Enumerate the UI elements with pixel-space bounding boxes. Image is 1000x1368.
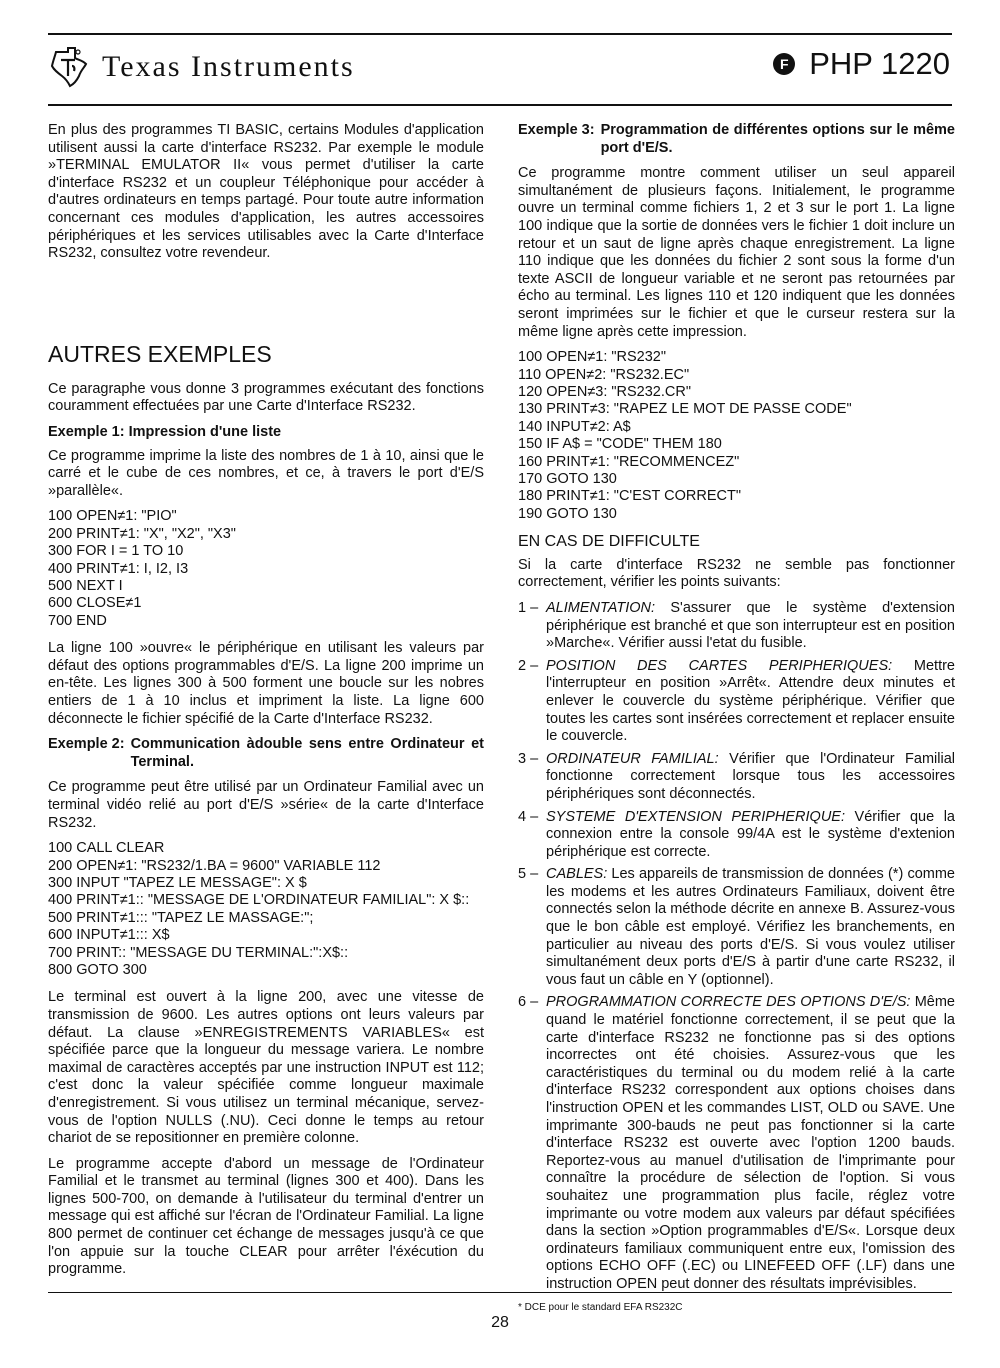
left-column xyxy=(48,122,484,1287)
item-label: CABLES: xyxy=(546,866,608,883)
example-2-heading: Communication àdouble sens entre Ordinateur et Terminal. xyxy=(130,736,484,770)
code-line: 130 PRINT≠3: "RAPEZ LE MOT DE PASSE CODE" xyxy=(518,401,852,418)
code-line: 300 FOR I = 1 TO 10 xyxy=(48,543,184,560)
list-item xyxy=(518,809,955,862)
document-code-header xyxy=(773,46,950,82)
troubleshooting-intro: Si la carte d'interface RS232 ne semble pas fonctionner correctement, vérifier les points suivants: xyxy=(518,556,955,591)
example-3-label: Exemple 3: xyxy=(518,122,595,138)
example-3-code xyxy=(518,349,955,523)
code-line: 110 OPEN≠2: "RS232.EC" xyxy=(518,366,690,383)
code-line: 180 PRINT≠1: "C'EST CORRECT" xyxy=(518,488,741,505)
example-2-code xyxy=(48,840,484,979)
code-line: 200 PRINT≠1: "X", "X2", "X3" xyxy=(48,525,236,542)
example-1-explanation: La ligne 100 »ouvre« le périphérique en utilisant les valeurs par défaut des options programmables d'E/S. La ligne 200 imprime un en-tête. Les lignes 300 à 500 forment une boucle sur les nobres entiers de 1 à 10 inclus et impriment la liste. La ligne 600 déconnecte le fichier spécifié de la Carte d'Interface RS232. xyxy=(48,640,484,727)
list-item xyxy=(518,600,955,653)
code-line: 160 PRINT≠1: "RECOMMENCEZ" xyxy=(518,453,740,470)
example-1-code xyxy=(48,508,484,630)
example-2-explanation-2: Le programme accepte d'abord un message de l'Ordinateur Familial et le transmet au terminal (lignes 300 et 400). Dans les lignes 500-700, on demande à l'utilisateur du terminal d'entrer un message qui est affiché sur l'écran de l'Ordinateur Familial. La ligne 800 permet de continuer cet échange de messages jusqu'à ce que l'on appuie sur la touche CLEAR pour arrêter l'éxécution du programme. xyxy=(48,1155,484,1278)
item-text: Mettre l'interrupteur en position »Arrêt«. Attendre deux minutes et enlever le couvercle du système périphérique. Vérifier que toutes les cartes sont insérées correctement et replacer ensuite le couvercle. xyxy=(546,657,955,745)
brand-header xyxy=(48,46,355,88)
example-3-title xyxy=(518,122,955,157)
code-line: 100 OPEN≠1: "PIO" xyxy=(48,508,177,525)
code-line: 700 PRINT:: "MESSAGE DU TERMINAL:":X$:: xyxy=(48,944,349,961)
footer-rule xyxy=(48,1292,952,1293)
document-code: PHP 1220 xyxy=(809,46,950,81)
list-item xyxy=(518,658,955,746)
code-line: 200 OPEN≠1: "RS232/1.BA = 9600" VARIABLE 112 xyxy=(48,857,381,874)
footnote: * DCE pour le standard EFA RS232C xyxy=(518,1301,683,1313)
example-2-title xyxy=(48,736,484,771)
item-number: 4 – xyxy=(518,808,539,825)
page-number: 28 xyxy=(491,1314,509,1331)
item-label: ORDINATEUR FAMILIAL: xyxy=(546,750,719,767)
example-2-explanation-1: Le terminal est ouvert à la ligne 200, avec une vitesse de transmission de 9600. Les autres options ont leurs valeurs par défaut. La clause »ENREGISTREMENTS VARIABLES« est spécifiée parce que la longueur du message variera. Le nombre maximal de caractères acceptés par une instruction INPUT est 112; c'est donc la valeur spécifiée comme longueur maximale d'enregistrement. Si vous utilisez un terminal mécanique, servez-vous de l'option NULLS (.NU). Ceci donne le temps au retour chariot de se repositionner en première colonne. xyxy=(48,989,484,1147)
item-label: ALIMENTATION: xyxy=(546,599,656,616)
code-line: 120 OPEN≠3: "RS232.CR" xyxy=(518,383,691,400)
code-line: 100 CALL CLEAR xyxy=(48,840,165,857)
item-number: 3 – xyxy=(518,750,539,767)
item-number: 2 – xyxy=(518,657,539,674)
item-label: SYSTEME D'EXTENSION PERIPHERIQUE: xyxy=(546,808,845,825)
code-line: 100 OPEN≠1: "RS232" xyxy=(518,349,667,366)
example-3-intro: Ce programme montre comment utiliser un seul appareil simultanément de plusieurs façons. Initialement, le programme ouvre un terminal comme fichiers 1, 2 et 3 sur le port 1. La ligne 100 indique que la sortie de données vers le fichier 1 doit inclure un retour et un saut de ligne après chaque enregistrement. La ligne 110 indique que les données du fichier 2 sont sous la forme d'un texte ASCII de longueur variable et ne seront pas retournées par écho au terminal. Les lignes 110 et 120 indiquent que les données seront imprimées sur le fichier et que le curseur restera sur la même ligne après cette impression. xyxy=(518,165,955,340)
item-label: PROGRAMMATION CORRECTE DES OPTIONS D'E/S: xyxy=(546,994,911,1011)
right-column xyxy=(518,122,955,1316)
code-line: 600 INPUT≠1::: X$ xyxy=(48,927,170,944)
item-text: S'assurer que le système d'extension périphérique est branché et que son interrupteur est en position »Marche«. Vérifier aussi l'etat du fusible. xyxy=(546,599,955,652)
example-2-label: Exemple 2: xyxy=(48,736,125,753)
item-number: 6 – xyxy=(518,994,539,1011)
item-number: 5 – xyxy=(518,866,539,883)
troubleshooting-list xyxy=(518,600,955,1294)
code-line: 150 IF A$ = "CODE" THEM 180 xyxy=(518,436,722,453)
code-line: 170 GOTO 130 xyxy=(518,470,617,487)
section-intro: Ce paragraphe vous donne 3 programmes exécutant des fonctions couramment effectuées par une Carte d'Interface RS232. xyxy=(48,380,484,415)
list-item xyxy=(518,751,955,804)
item-text: Vérifier que l'Ordinateur Familial fonctionne correctement lorsque tous les accessoires périphériques sont déconnectés. xyxy=(546,750,956,802)
example-2-intro: Ce programme peut être utilisé par un Ordinateur Familial avec un terminal vidéo relié au port d'E/S »série« de la carte d'Interface RS232. xyxy=(48,779,484,831)
code-line: 800 GOTO 300 xyxy=(48,961,147,978)
code-line: 300 INPUT "TAPEZ LE MESSAGE": X $ xyxy=(48,874,307,891)
example-1-title: Exemple 1: Impression d'une liste xyxy=(48,423,282,440)
example-1-intro: Ce programme imprime la liste des nombres de 1 à 10, ainsi que le carré et le cube de ces nombres, et ce, à travers le port d'E/S »parallèle«. xyxy=(48,447,484,499)
code-line: 500 NEXT I xyxy=(48,577,123,594)
section-title: AUTRES EXEMPLES xyxy=(48,340,272,367)
item-text: Les appareils de transmission de données (*) comme les modems et les autres Ordinateurs Familiaux, doivent être connectés selon la méthode décrite en annexe B. Assurez-vous que le bon câble est employé. Vérifiez les branchements, en particulier au niveau des ports d'E/S. Si vous voulez utiliser simultanément deux ports d'E/S à partir d'une carte RS232, il vous faut un câble en Y (optionnel). xyxy=(546,866,955,988)
example-3-heading: Programmation de différentes options sur le même port d'E/S. xyxy=(600,122,955,156)
code-line: 140 INPUT≠2: A$ xyxy=(518,418,631,435)
code-line: 600 CLOSE≠1 xyxy=(48,595,142,612)
troubleshooting-title: EN CAS DE DIFFICULTE xyxy=(518,533,700,551)
top-rule xyxy=(48,33,952,35)
brand-name: Texas Instruments xyxy=(102,50,355,83)
code-line: 400 PRINT≠1: I, I2, I3 xyxy=(48,560,189,577)
list-item xyxy=(518,866,955,989)
intro-paragraph: En plus des programmes TI BASIC, certains Modules d'application utilisent aussi la carte d'interface RS232. Par exemple le module »TERMINAL EMULATOR II« vous permet d'utiliser la carte d'interface RS232 et un coupleur Téléphonique pour accéder à d'autres ordinateurs en temps partagé. Pour toute autre information concernant ces modules d'application, les autres accessoires périphériques et les services utilisables avec la Carte d'Interface RS232, consultez votre revendeur. xyxy=(48,122,484,262)
item-text: Même quand le matériel fonctionne correctement, il se peut que la carte d'interface RS232 ne fonctionne pas si des options incorrectes ont été choisies. Assurez-vous que les caractéristiques du terminal ou du modem relié à la carte d'interface RS232 correspondent aux options choises dans l'instruction OPEN et les commandes LIST, OLD ou SAVE. Une imprimante 300-bauds ne peut pas fonctionner si la carte d'interface RS232 est ouverte avec l'option 1200 bauds. Reportez-vous au manuel d'utilisation de l'imprimante pour connaître la procédure de sélection de l'option. Si vous souhaitez une programmation plus facile, réglez votre imprimante ou votre modem aux valeurs par défaut spécifiées dans la section »Option programmables d'E/S«. Lorsque deux ordinateurs familiaux communiquent entre eux, l'omission des options ECHO OFF (.EC) ou LINEFEED OFF (.LF) dans une instruction OPEN peut donner des résultats imprévisibles. xyxy=(546,994,955,1292)
language-badge: F xyxy=(773,53,795,75)
code-line: 190 GOTO 130 xyxy=(518,505,617,522)
item-label: POSITION DES CARTES PERIPHERIQUES: xyxy=(546,657,893,674)
list-item xyxy=(518,994,955,1293)
texas-instruments-logo-icon xyxy=(48,46,90,88)
header-rule xyxy=(48,104,952,106)
code-line: 400 PRINT≠1:: "MESSAGE DE L'ORDINATEUR FAMILIAL": X $:: xyxy=(48,892,470,909)
item-number: 1 – xyxy=(518,599,539,616)
item-text: Vérifier que la connexion entre la console 99/4A est le système d'extenion périphérique est correcte. xyxy=(546,808,955,860)
code-line: 700 END xyxy=(48,612,107,629)
code-line: 500 PRINT≠1::: "TAPEZ LE MASSAGE:"; xyxy=(48,909,314,926)
